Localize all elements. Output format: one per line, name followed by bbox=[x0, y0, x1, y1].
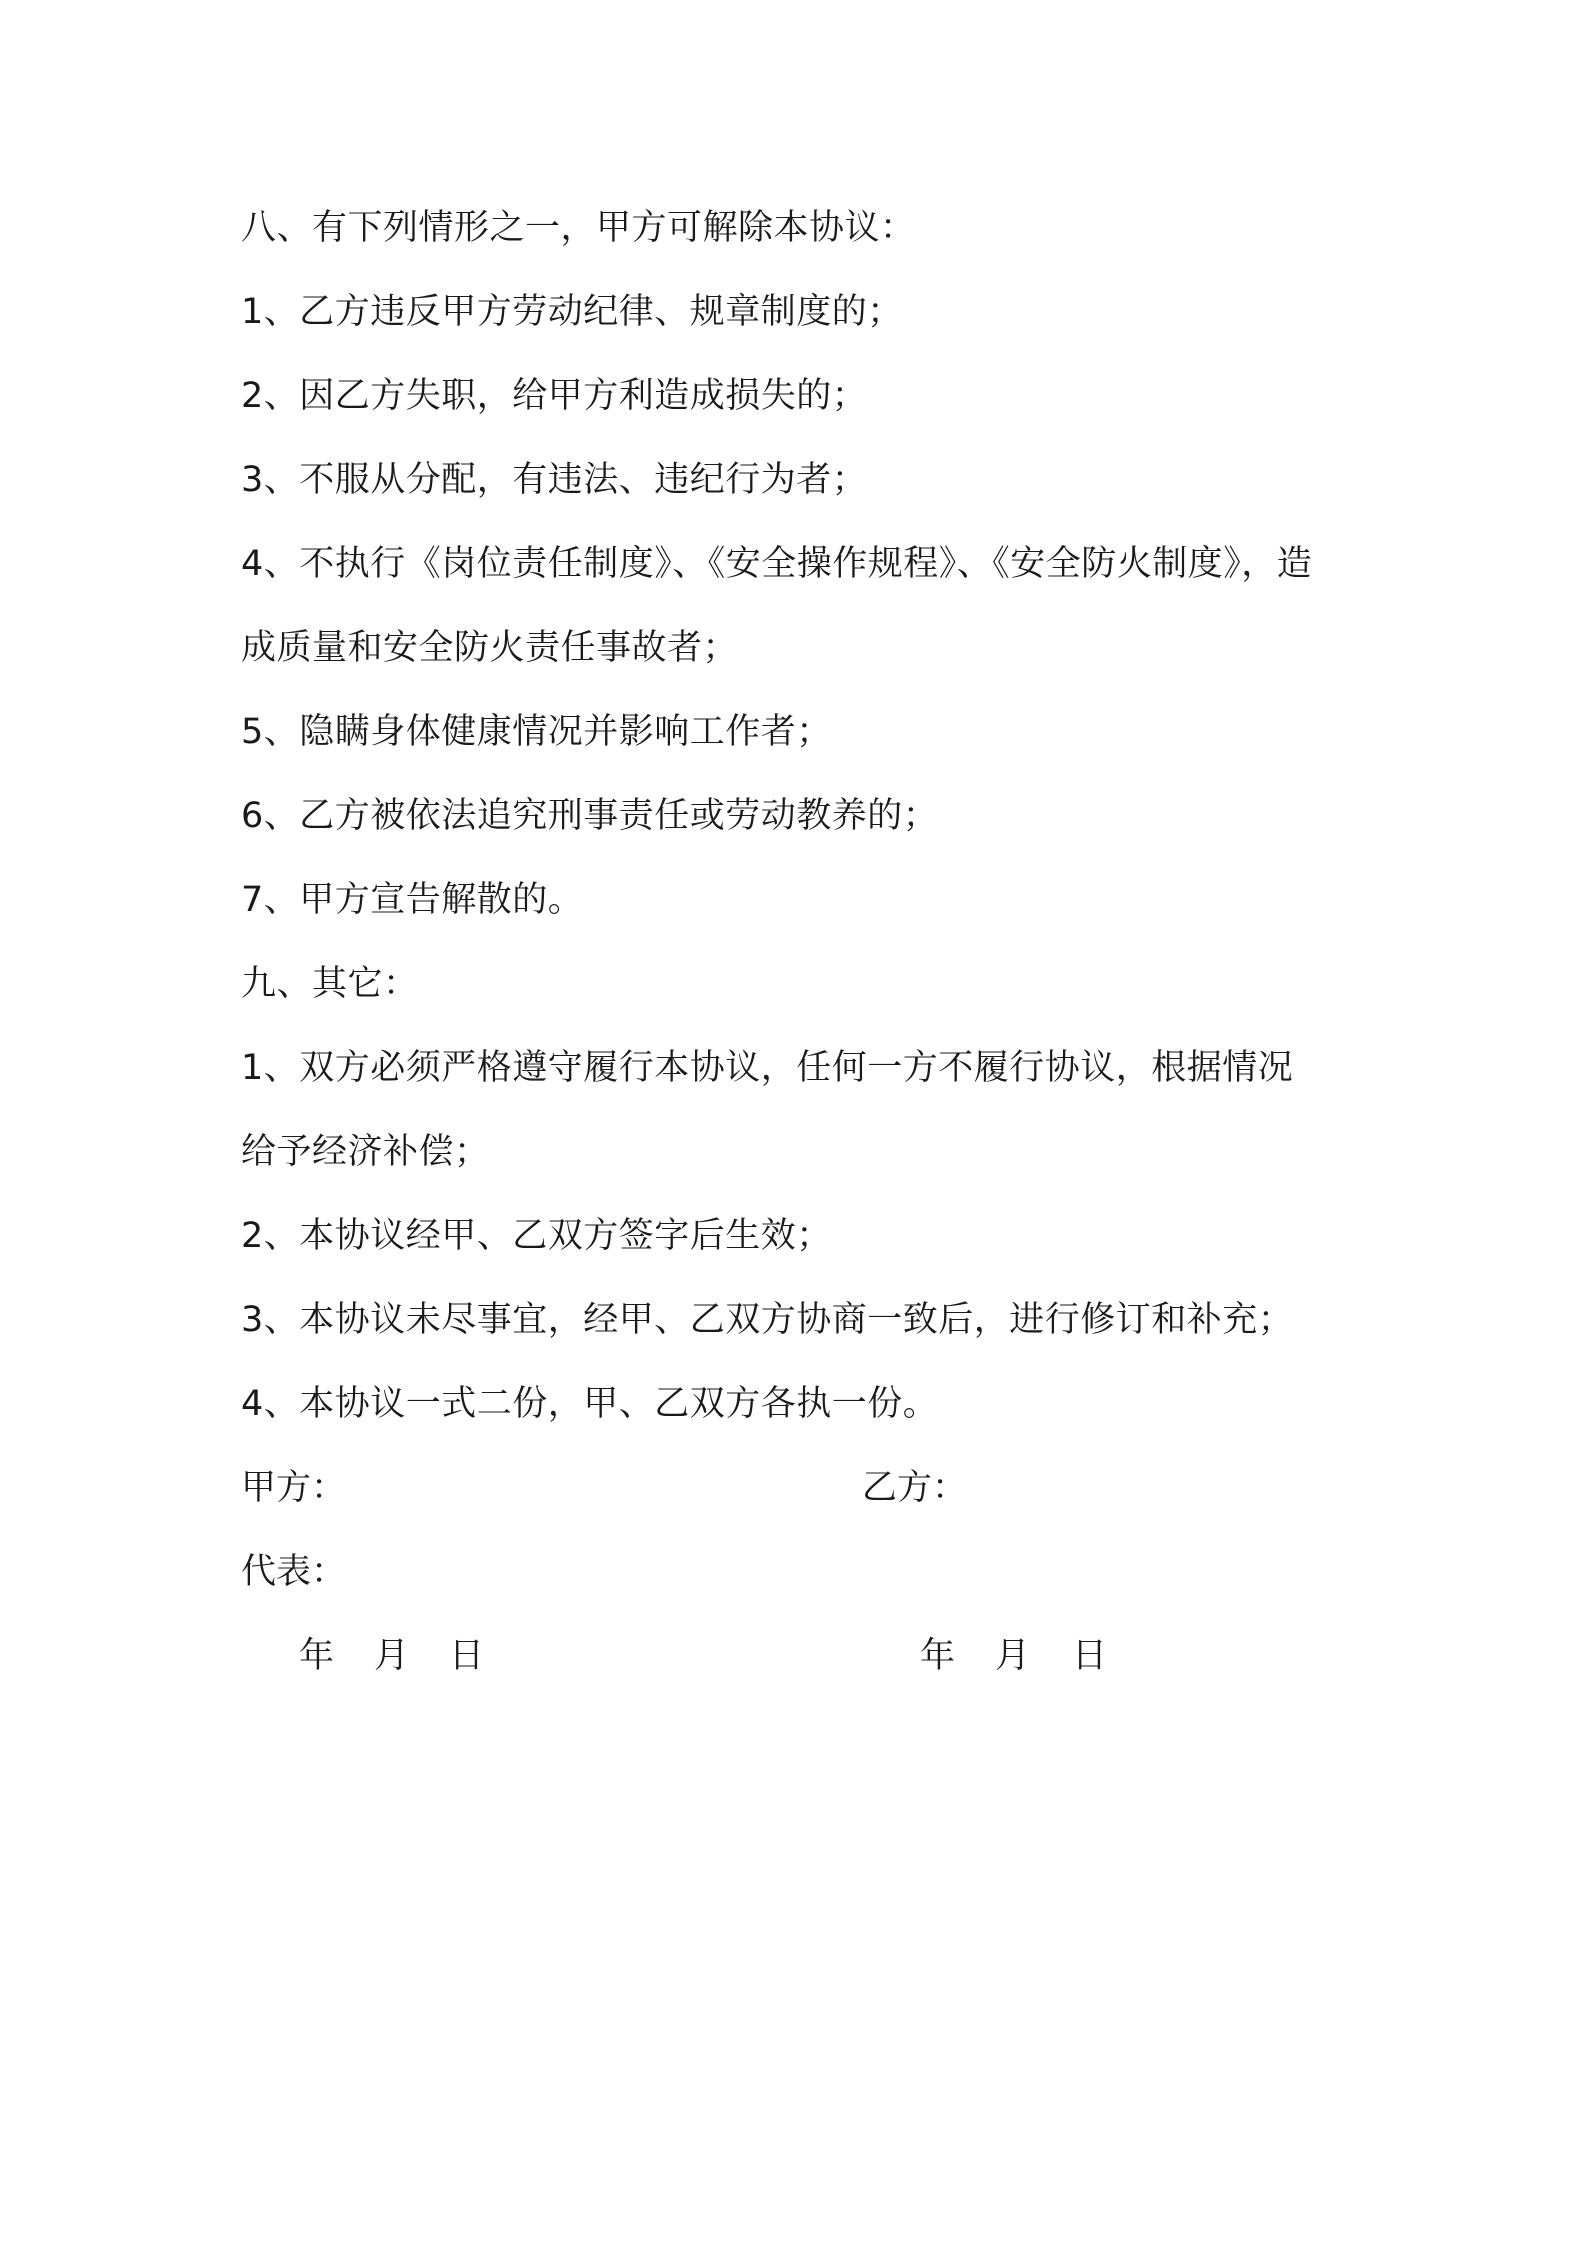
section-9-heading: 九、其它： bbox=[241, 964, 419, 1004]
date-a-day: 日 bbox=[449, 1636, 485, 1676]
section-8-item-7: 7、甲方宣告解散的。 bbox=[241, 880, 584, 920]
section-8-heading: 八、有下列情形之一，甲方可解除本协议： bbox=[241, 208, 916, 248]
party-b-label: 乙方： bbox=[862, 1468, 968, 1508]
date-a-year: 年 bbox=[299, 1636, 335, 1676]
section-8-item-1: 1、乙方违反甲方劳动纪律、规章制度的； bbox=[241, 292, 903, 332]
section-8-item-3: 3、不服从分配，有违法、违纪行为者； bbox=[241, 460, 868, 500]
representative-label: 代表： bbox=[241, 1552, 347, 1592]
section-9-item-1-cont: 给予经济补偿； bbox=[241, 1132, 490, 1172]
date-b-day: 日 bbox=[1072, 1636, 1108, 1676]
section-8-item-5: 5、隐瞒身体健康情况并影响工作者； bbox=[241, 712, 832, 752]
date-b-month: 月 bbox=[995, 1636, 1031, 1676]
party-a-label: 甲方： bbox=[241, 1468, 347, 1508]
section-8-item-2: 2、因乙方失职，给甲方利造成损失的； bbox=[241, 376, 868, 416]
section-8-item-4: 4、不执行《岗位责任制度》、《安全操作规程》、《安全防火制度》，造 bbox=[241, 544, 1313, 584]
section-9-item-2: 2、本协议经甲、乙双方签字后生效； bbox=[241, 1216, 832, 1256]
section-9-item-3: 3、本协议未尽事宜，经甲、乙双方协商一致后，进行修订和补充； bbox=[241, 1300, 1294, 1340]
date-a-month: 月 bbox=[374, 1636, 410, 1676]
section-9-item-1: 1、双方必须严格遵守履行本协议，任何一方不履行协议，根据情况 bbox=[241, 1048, 1294, 1088]
date-b-year: 年 bbox=[920, 1636, 956, 1676]
section-9-item-4: 4、本协议一式二份，甲、乙双方各执一份。 bbox=[241, 1384, 939, 1424]
section-8-item-6: 6、乙方被依法追究刑事责任或劳动教养的； bbox=[241, 796, 939, 836]
section-8-item-4-cont: 成质量和安全防火责任事故者； bbox=[241, 628, 739, 668]
